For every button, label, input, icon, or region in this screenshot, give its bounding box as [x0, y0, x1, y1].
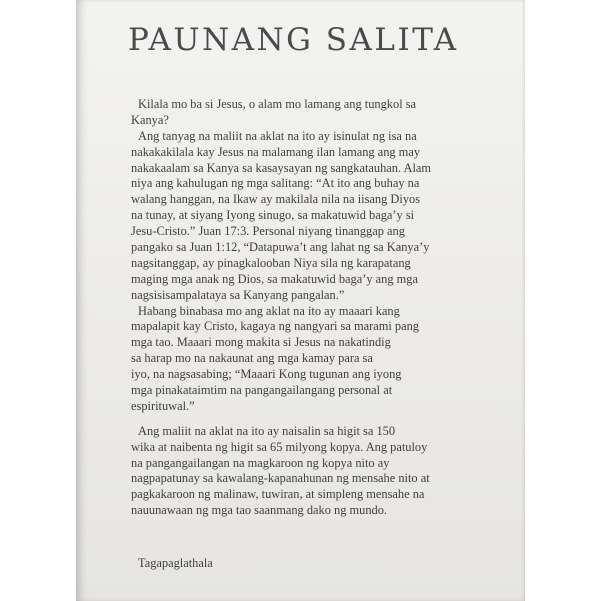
- publisher-signature: Tagapaglathala: [138, 556, 213, 570]
- paragraph-1: [131, 97, 511, 129]
- text-line: Kilala mo ba si Jesus, o alam mo lamang ang tungkol sa: [138, 97, 417, 111]
- text-line: maging mga anak ng Dios, sa makatuwid baga’y ang mga: [131, 271, 418, 286]
- text-line: niya ang kahulugan ng mga salitang: “At ito ang buhay na: [131, 176, 420, 191]
- text-line: walang hanggan, na Ikaw ay makilala nila na iisang Diyos: [131, 192, 421, 207]
- text-line: mapalapit kay Cristo, kagaya ng nangyari sa marami pang: [131, 319, 419, 334]
- text-line: Kanya?: [131, 112, 169, 127]
- paragraph-4: [131, 424, 511, 519]
- text-line: pangako sa Juan 1:12, “Datapuwa’t ang lahat ng sa Kanya’y: [131, 240, 430, 255]
- text-line: nauunawaan ng mga tao saanmang dako ng mundo.: [131, 503, 388, 518]
- text-line: na pangangailangan na magkaroon ng kopya nito ay: [131, 455, 390, 470]
- paragraph-gap: [131, 415, 511, 424]
- text-line: pagkakaroon ng malinaw, tuwiran, at simpleng mensahe na: [131, 487, 425, 502]
- text-line: Jesu-Cristo.” Juan 17:3. Personal niyang tinanggap ang: [131, 224, 405, 239]
- text-line: na tunay, at siyang Iyong sinugo, sa makatuwid baga’y si: [131, 208, 415, 223]
- text-line: nagsitanggap, ay pinagkalooban Niya sila ng karapatang: [131, 255, 411, 270]
- text-line: Habang binabasa mo ang aklat na ito ay maaari kang: [138, 303, 400, 318]
- text-line: nakakaalam sa Kanya sa kasaysayan ng sangkatauhan. Alam: [131, 160, 432, 175]
- text-line: sa harap mo na nakaunat ang mga kamay para sa: [131, 351, 373, 366]
- book-page: [76, 0, 525, 601]
- page-title: PAUNANG SALITA: [128, 22, 459, 58]
- text-line: nakakakilala kay Jesus na malamang ilan lamang ang may: [131, 144, 421, 159]
- text-line: nagsisisampalataya sa Kanyang pangalan.”: [131, 287, 345, 302]
- text-line: espirituwal.”: [131, 398, 195, 413]
- paragraph-3: [131, 304, 511, 415]
- text-line: Ang tanyag na maliit na aklat na ito ay isinulat ng isa na: [138, 128, 417, 143]
- text-line: mga pinakataimtim na pangangailangang personal at: [131, 383, 393, 398]
- text-line: nagpapatunay sa kawalang-kapanahunan ng mensahe nito at: [131, 471, 430, 486]
- text-line: wika at naibenta ng higit sa 65 milyong kopya. Ang patuloy: [131, 439, 428, 454]
- body-text: [131, 97, 511, 519]
- text-line: iyo, na nagsasabing; “Maaari Kong tugunan ang iyong: [131, 367, 402, 382]
- text-line: Ang maliit na aklat na ito ay naisalin sa higit sa 150: [138, 423, 396, 438]
- paragraph-2: [131, 129, 511, 304]
- text-line: mga tao. Maaari mong makita si Jesus na nakatindig: [131, 335, 391, 350]
